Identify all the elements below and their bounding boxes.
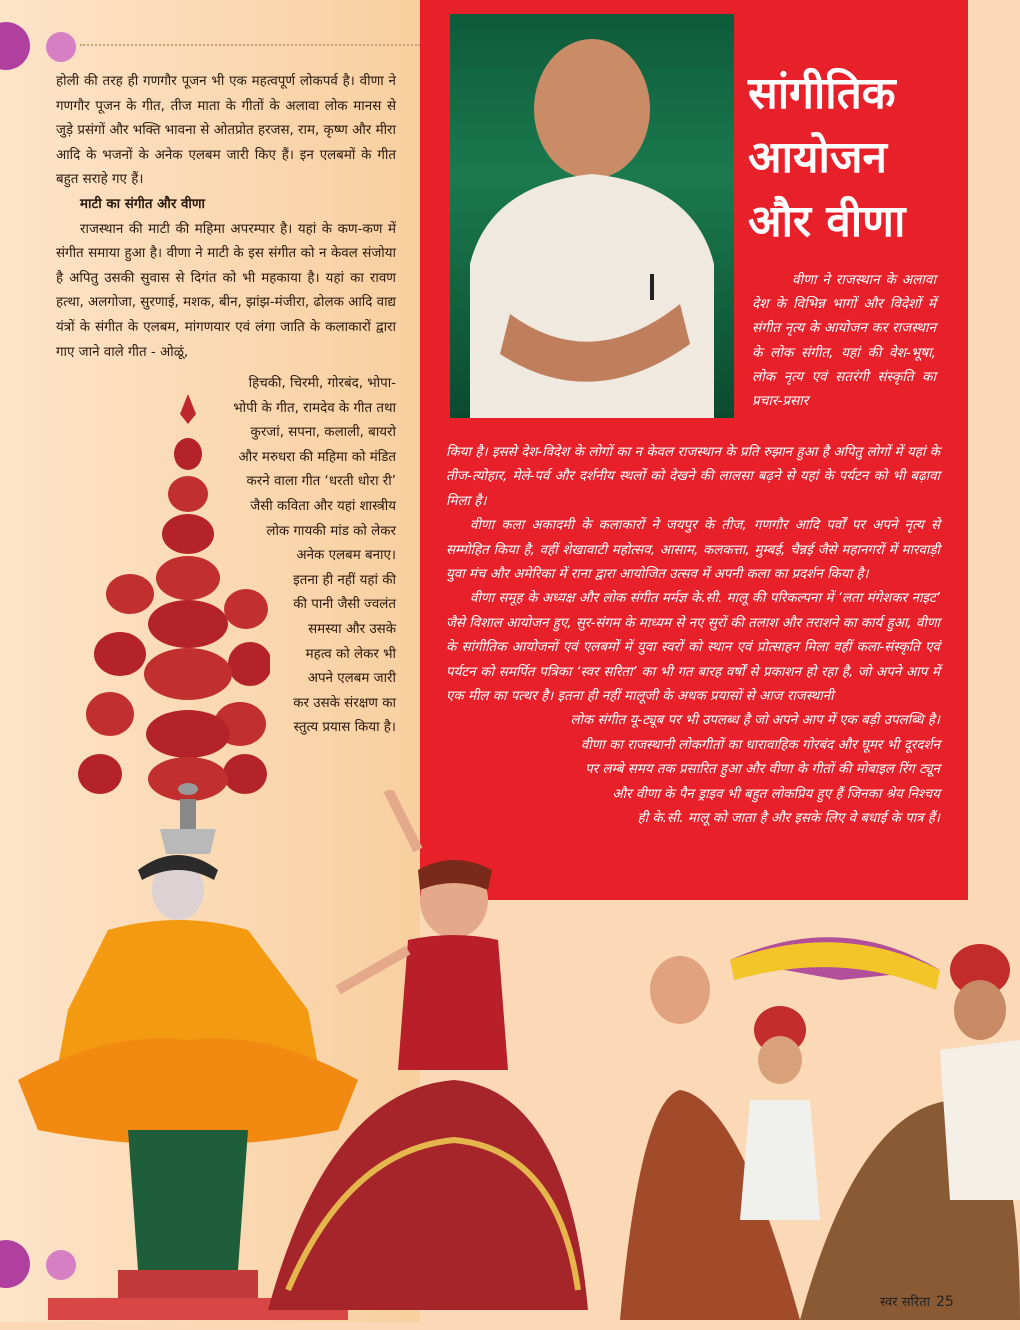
wrap-line: भोपी के गीत, रामदेव के गीत तथा <box>233 400 396 416</box>
subheading: माटी का संगीत और वीणा <box>80 196 206 212</box>
wrap-line: की पानी जैसी ज्वलंत <box>293 597 396 613</box>
red-tail-line: वीणा का राजस्थानी लोकगीतों का धारावाहिक गोरबंद और घूमर भी दूरदर्शन <box>580 737 940 753</box>
red-dancer-illustration <box>268 790 588 1310</box>
red-intro-paragraph: वीणा ने राजस्थान के अलावा देश के विभिन्न भागों और विदेशों में संगीत नृत्य के आयोजन कर राजस्थान के लोक संगीत, यहां की वेश-भूषा, लोक नृत्य एवं सतरंगी संस्कृति का प्रचार-प्रसार <box>752 272 936 410</box>
page-footer <box>880 1292 954 1310</box>
title-line: और वीणा <box>748 196 906 247</box>
red-paragraph: किया है। इससे देश-विदेश के लोगों का न केवल राजस्थान के प्रति रुझान हुआ है अपितु लोगों में यहां के तीज-त्योहार, मेले-पर्व और दर्शनीय स्थलों को देखने की लालसा बढ़ने से यहां के पर्यटन को भी बढ़ावा मिला है। <box>446 445 940 509</box>
wrap-line: कर उसके संरक्षण का <box>293 695 396 711</box>
page-number: 25 <box>935 1294 954 1310</box>
red-tail-line: लोक संगीत यू-ट्यूब पर भी उपलब्ध है जो अपने आप में एक बड़ी उपलब्धि है। <box>570 713 940 729</box>
decorative-circle <box>46 32 76 62</box>
wrap-line: समस्या और उसके <box>308 621 396 637</box>
red-paragraph: वीणा कला अकादमी के कलाकारों ने जयपुर के तीज, गणगौर आदि पर्वों पर अपने नृत्य से सम्मोहित किया है, वहीं शेखावाटी महोत्सव, आसाम, कलकत्ता, मुम्बई, चैन्नई जैसे महानगरों में मारवाड़ी युवा मंच और अमेरिका में राना द्वारा आयोजित उत्सव में अपनी कला का प्रदर्शन किया है। <box>446 518 940 583</box>
magazine-name: स्वर सरिता <box>880 1295 930 1310</box>
wrap-line: और मरुधरा की महिमा को मंडित <box>238 449 396 465</box>
portrait-photo <box>450 14 734 418</box>
red-tail-line: और वीणा के पैन ड्राइव भी बहुत लोकप्रिय हुए हैं जिनका श्रेय निश्चय <box>612 786 940 802</box>
wrap-line: अनेक एलबम बनाए। <box>296 548 396 564</box>
title-line: आयोजन <box>748 132 887 183</box>
red-tail-line: पर लम्बे समय तक प्रसारित हुआ और वीणा के गीतों की मोबाइल रिंग ट्यून <box>585 762 940 778</box>
title-line: सांगीतिक <box>748 68 896 119</box>
red-tail-line: ही के.सी. मालू को जाता है और इसके लिए वे बधाई के पात्र हैं। <box>637 811 940 827</box>
red-paragraph: वीणा समूह के अध्यक्ष और लोक संगीत मर्मज्ञ के.सी. मालू की परिकल्पना में ‘लता मंगेशकर नाइट’ जैसे विशाल आयोजन हुए, सुर-संगम के माध्यम से नए सुरों की तलाश और तराशने का कार्य हुआ, वीणा के सांगीतिक आयोजनों एवं एलबमों में युवा स्वरों को स्थान एवं प्रोत्साहन मिला वहीं कला-संस्कृति एवं पर्यटन को समर्पित पत्रिका ‘स्वर सरिता’ का भी गत बारह वर्षों से प्रकाशन हो रहा है, जो अपने आप में एक मील का पत्थर है। इतना ही नहीं मालूजी के अथक प्रयासों से आज राजस्थानी <box>446 591 940 705</box>
portrait-illustration <box>450 14 734 418</box>
wrap-line: लोक गायकी मांड को लेकर <box>266 523 396 539</box>
wrap-line: स्तुत्य प्रयास किया है। <box>293 720 396 736</box>
wrap-line: करने वाला गीत ‘धरती धोरा री’ <box>246 474 396 490</box>
red-body <box>446 441 940 832</box>
left-paragraph: राजस्थान की माटी की महिमा अपरम्पार है। यहां के कण-कण में संगीत समाया हुआ है। वीणा ने माटी के इस संगीत को न केवल संजोया है अपितु उसकी सुवास से दिगंत को भी महकाया है। यहां का रावण हत्था, अलगोजा, सुरणाई, मशक, बीन, झांझ-मंजीरा, ढोलक आदि वाद्य यंत्रों के संगीत के एलबम, मांगणयार एवं लंगा जाति के कलाकारों द्वारा गाए जाने वाले गीत - ओळूं, <box>56 221 396 360</box>
wrap-line: हिचकी, चिरमी, गोरबंद, भोपा- <box>248 376 396 391</box>
group-dancers-illustration <box>600 900 1020 1320</box>
wrap-line: अपने एलबम जारी <box>307 671 396 687</box>
wrap-line: जैसी कविता और यहां शास्त्रीय <box>250 498 396 514</box>
left-intro-paragraph: होली की तरह ही गणगौर पूजन भी एक महत्वपूर्ण लोकपर्व है। वीणा ने गणगौर पूजन के गीत, तीज माता के गीतों के अलावा लोक मानस से जुड़े प्रसंगों और भक्ति भावना से ओतप्रोत हरजस, राम, कृष्ण और मीरा आदि के भजनों के अनेक एलबम जारी किए हैं। इन एलबमों के गीत बहुत सराहे गए हैं। <box>56 74 396 188</box>
left-column <box>56 70 396 365</box>
wrap-line: कुरजां, सपना, कलाली, बायरो <box>250 425 396 441</box>
wrap-line: इतना ही नहीं यहां की <box>293 572 396 588</box>
article-title <box>748 62 968 254</box>
wrap-line: महत्व को लेकर भी <box>305 646 396 662</box>
dotted-rule <box>80 44 420 46</box>
